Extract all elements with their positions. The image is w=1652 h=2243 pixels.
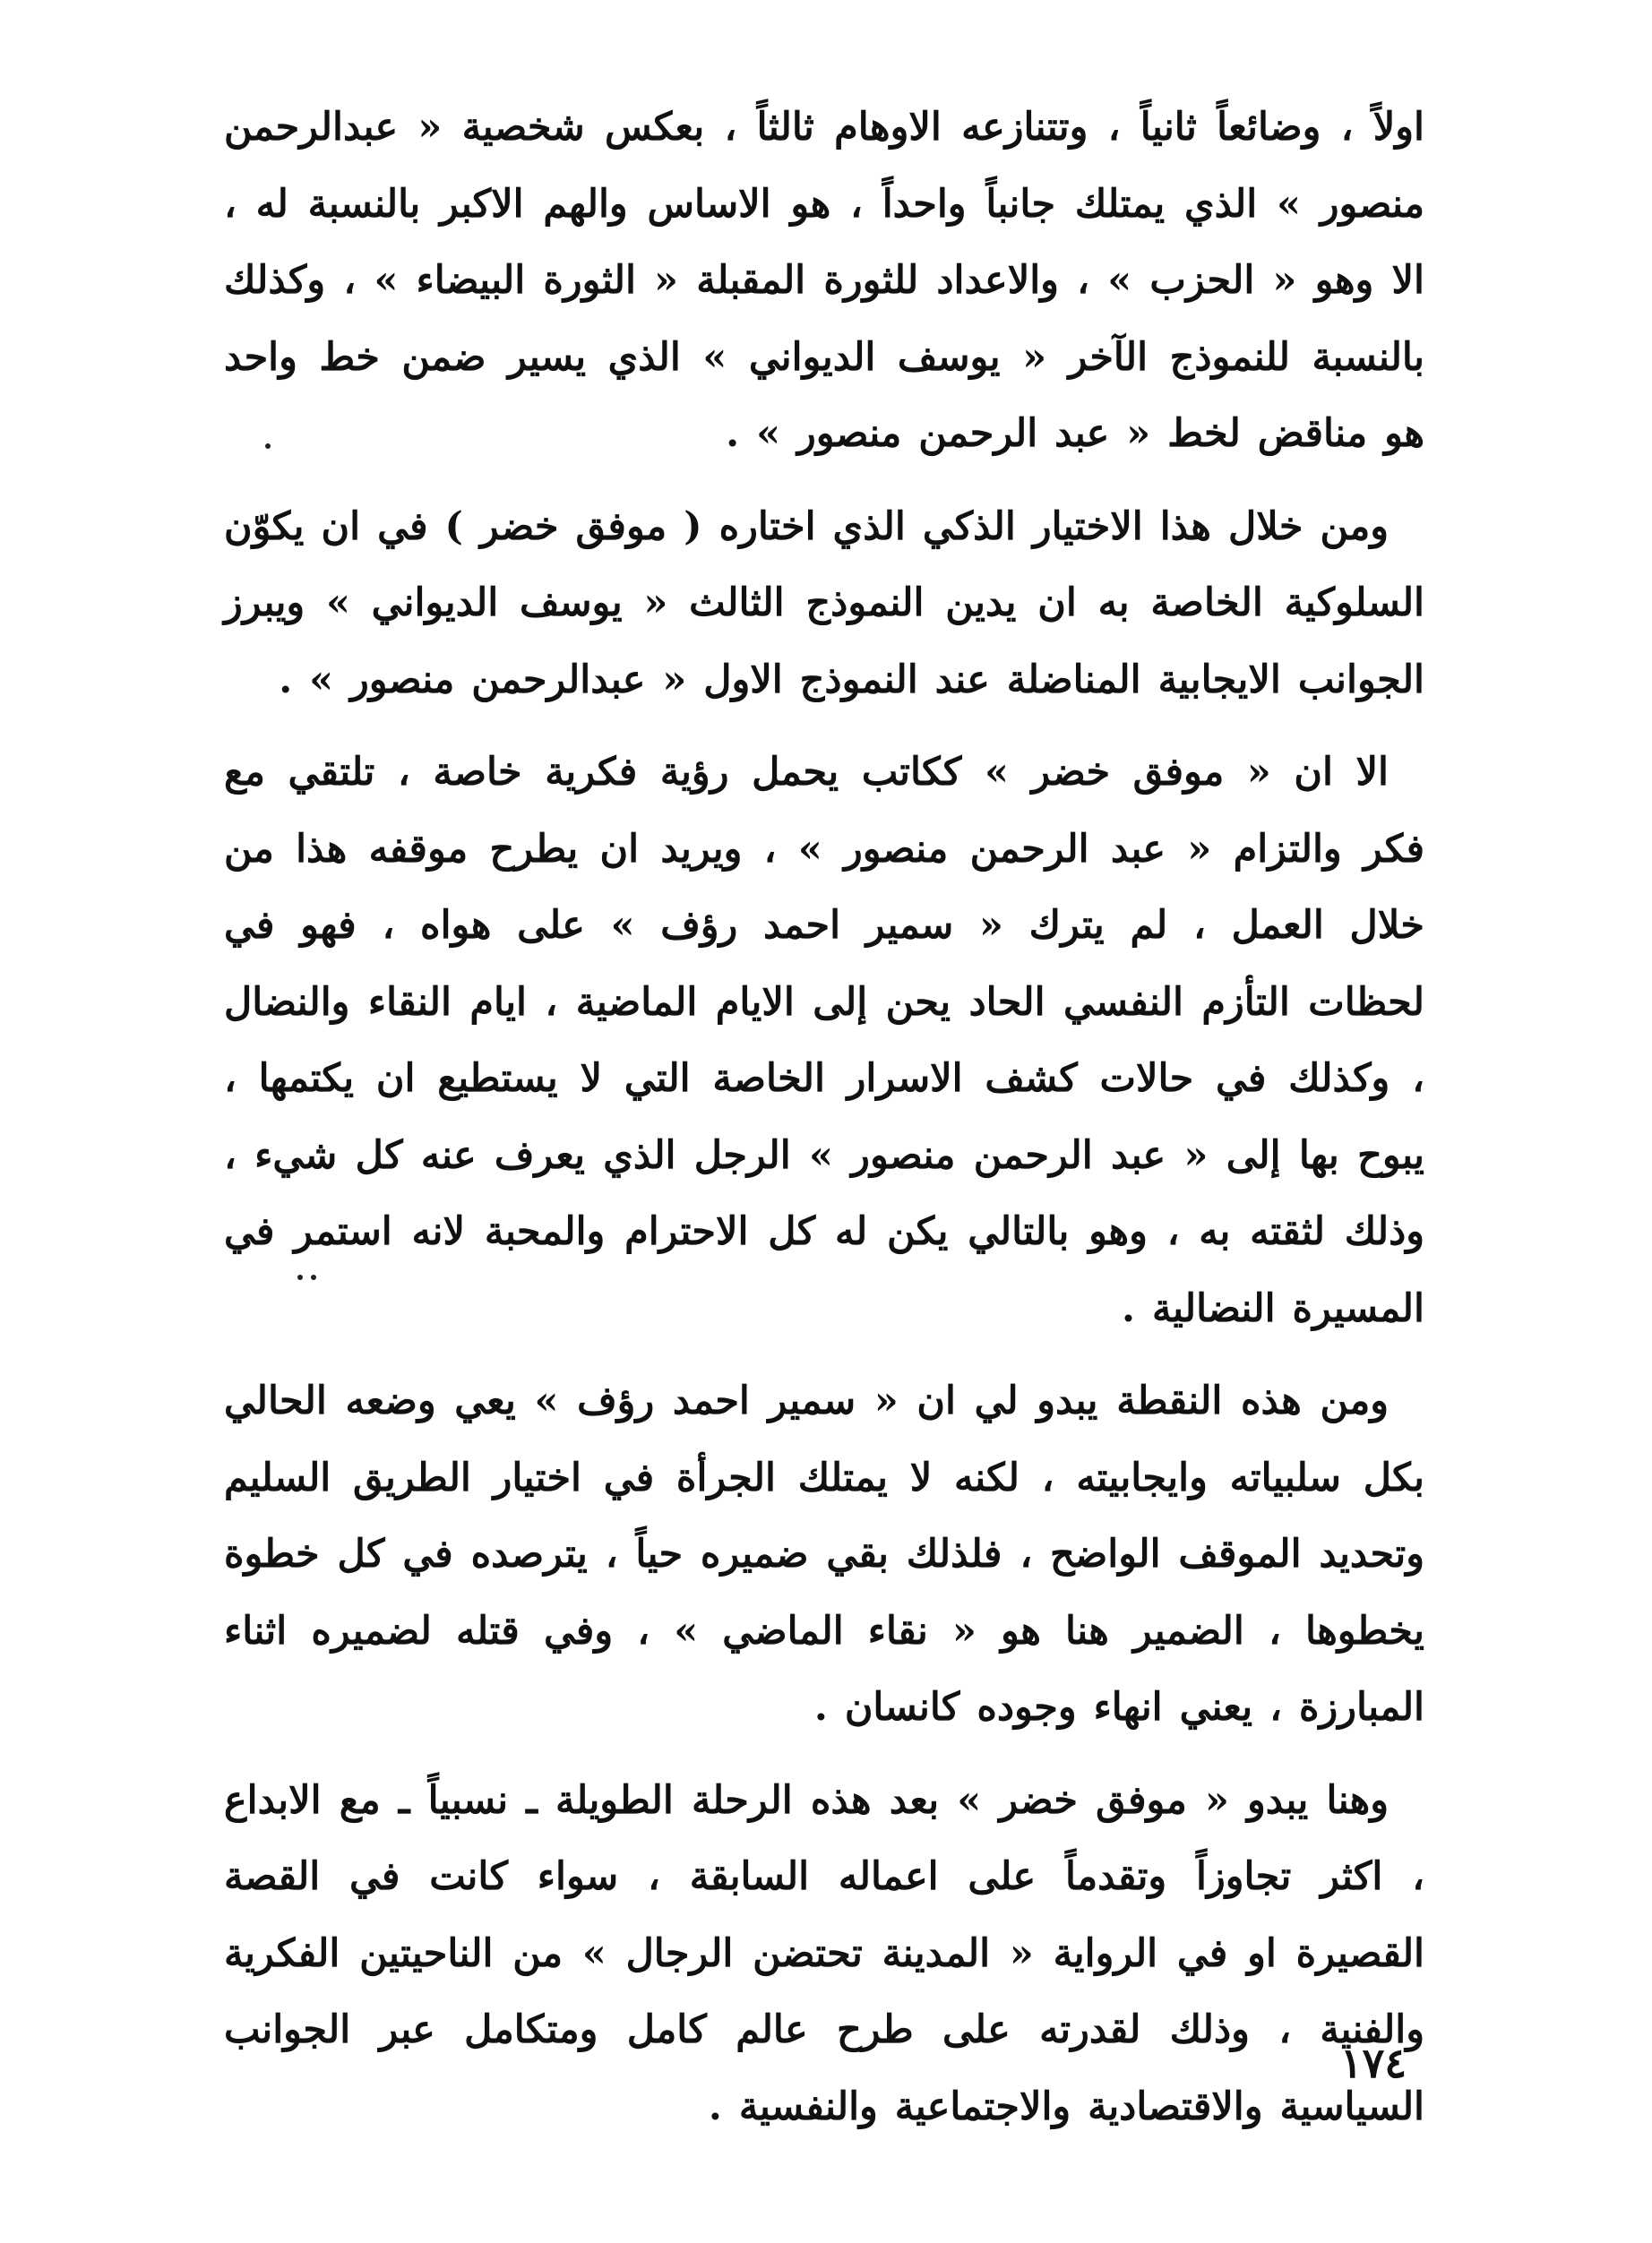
paragraph-1: اولاً ، وضائعاً ثانياً ، وتتنازعه الاوهام ثالثاً ، بعكس شخصية « عبدالرحمن منصور » الذي يمتلك جانباً واحداً ، هو الاساس والهم الاكبر بالنسبة له ، الا وهو « الحزب » ، والاعداد للثورة المقبلة « الثورة البيضاء » ، وكذلك بالنسبة للنموذج الآخر « يوسف الديواني » الذي يسير ضمن خط واحد هو مناقض لخط « عبد الرحمن منصور » . [224, 105, 1424, 456]
paragraph-3: الا ان « موفق خضر » ككاتب يحمل رؤية فكرية خاصة ، تلتقي مع فكر والتزام « عبد الرحمن منصور » ، ويريد ان يطرح موقفه هذا من خلال العمل ، لم يترك « سمير احمد رؤف » على هواه ، فهو في لحظات التأزم النفسي الحاد يحن إلى الايام الماضية ، ايام النقاء والنضال ، وكذلك في حالات كشف الاسرار الخاصة التي لا يستطيع ان يكتمها ، يبوح بها إلى « عبد الرحمن منصور » الرجل الذي يعرف عنه كل شيء ، وذلك لثقته به ، وهو بالتالي يكن له كل الاحترام والمحبة لانه استمر في المسيرة النضالية . [224, 750, 1424, 1331]
print-speck [311, 1275, 316, 1280]
page-number: ١٧٤ [1339, 2039, 1407, 2087]
paragraph-4: ومن هذه النقطة يبدو لي ان « سمير احمد رؤف » يعي وضعه الحالي بكل سلبياته وايجابيته ، لكنه لا يمتلك الجرأة في اختيار الطريق السليم وتحديد الموقف الواضح ، فلذلك بقي ضميره حياً ، يترصده في كل خطوة يخطوها ، الضمير هنا هو « نقاء الماضي » ، وفي قتله لضميره اثناء المبارزة ، يعني انهاء وجوده كانسان . [224, 1379, 1424, 1730]
paragraph-5: وهنا يبدو « موفق خضر » بعد هذه الرحلة الطويلة ـ نسبياً ـ مع الابداع ، اكثر تجاوزاً وتقدماً على اعماله السابقة ، سواء كانت في القصة القصيرة او في الرواية « المدينة تحتضن الرجال » من الناحيتين الفكرية والفنية ، وذلك لقدرته على طرح عالم كامل ومتكامل عبر الجوانب السياسية والاقتصادية والاجتماعية والنفسية . [224, 1777, 1424, 2129]
paragraph-2: ومن خلال هذا الاختيار الذكي الذي اختاره ( موفق خضر ) في ان يكوّن السلوكية الخاصة به ان يدين النموذج الثالث « يوسف الديواني » ويبرز الجوانب الايجابية المناضلة عند النموذج الاول « عبدالرحمن منصور » . [224, 503, 1425, 702]
print-speck [297, 1275, 303, 1280]
print-speck [265, 443, 271, 449]
book-page [224, 90, 1424, 2177]
